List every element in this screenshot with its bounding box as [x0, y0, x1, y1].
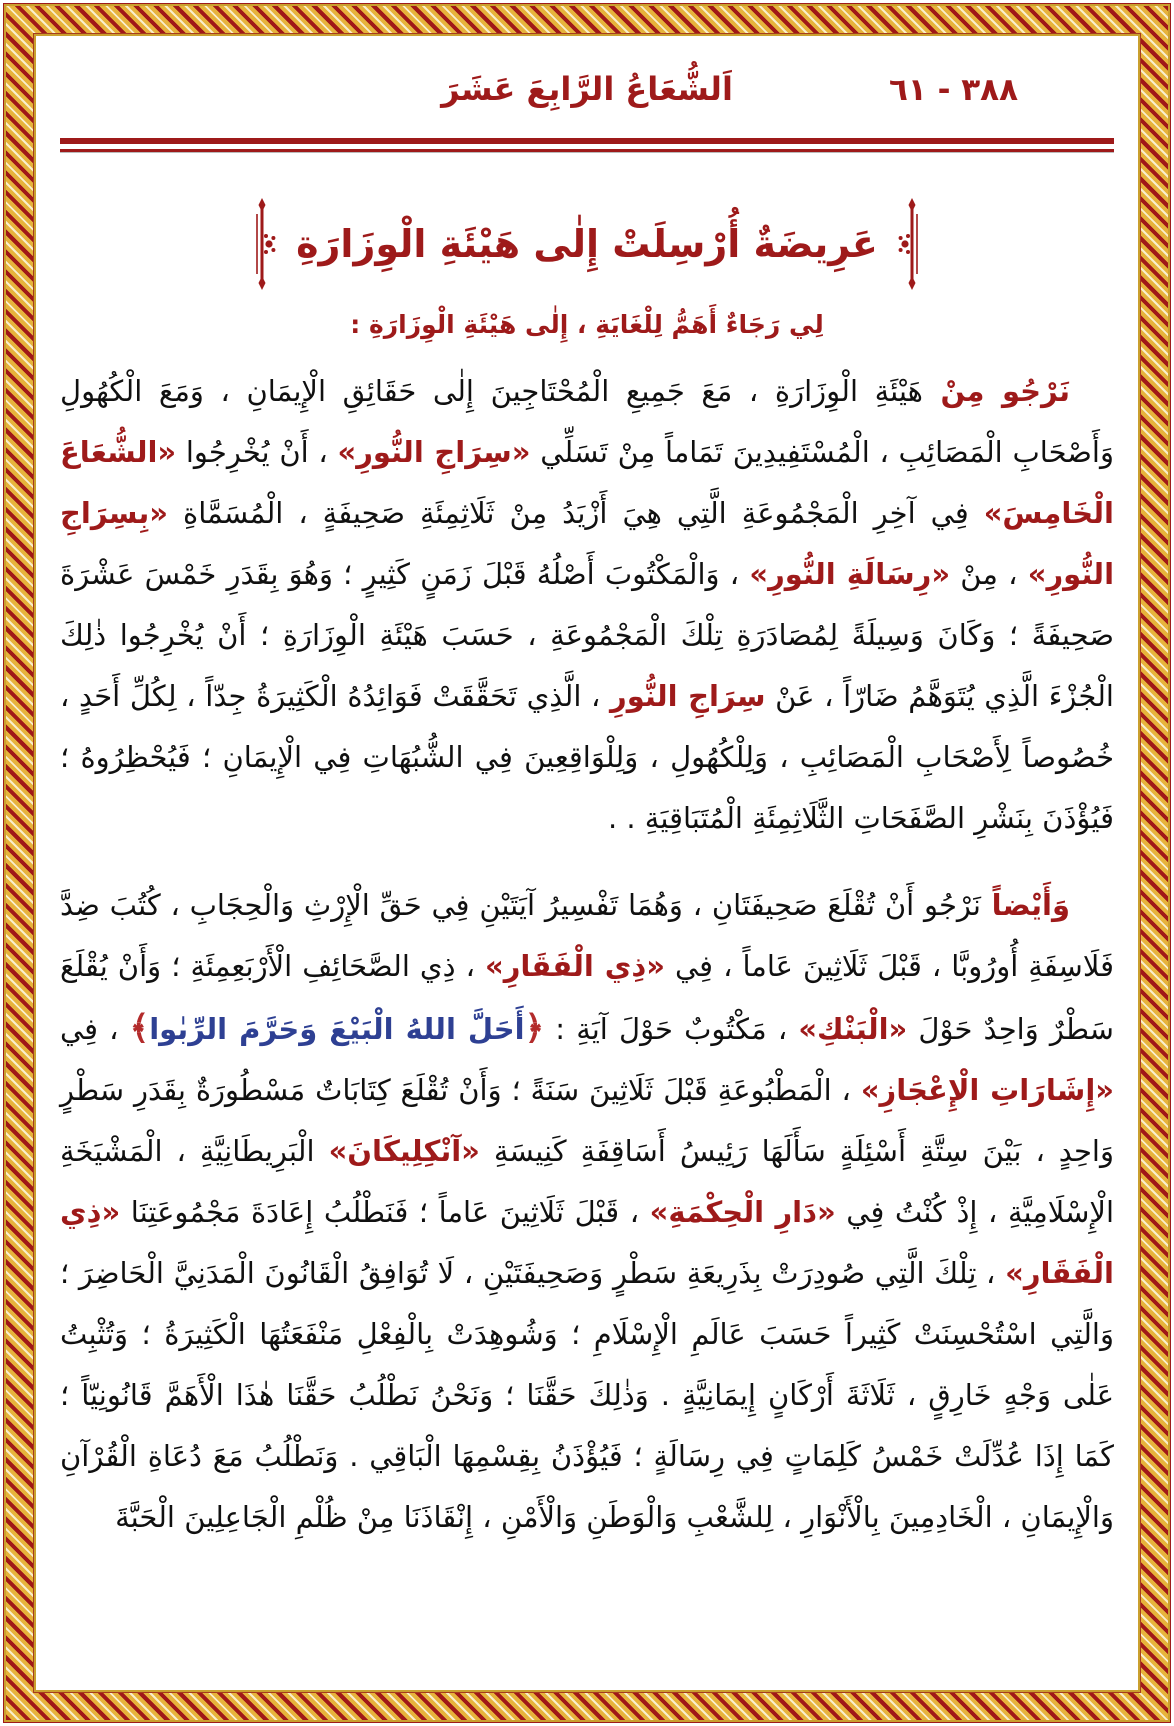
- page-title: اَلشُّعَاعُ الرَّابِعَ عَشَرَ: [441, 70, 733, 108]
- ornamental-bracket-right-icon: [898, 196, 926, 292]
- text-segment: ، تِلْكَ الَّتِي صُودِرَتْ بِذَرِيعَةِ سَطْرٍ وَصَحِيفَتَيْنِ ، لَا تُوَافِقُ الْقَانُونَ الْمَدَنِيَّ الْحَاضِرَ ؛ وَالَّتِي اسْتُحْسِنَتْ كَثِيراً حَسَبَ عَالَمِ الْإِسْلَامِ ؛ وَشُوهِدَتْ بِالْفِعْلِ مَنْفَعَتُهَا الْكَثِيرَةُ ؛ وَتُثْبِتُ عَلٰى وَجْهٍ خَارِقٍ ، ثَلَاثَةَ أَرْكَانٍ إِيمَانِيَّةٍ . وَذٰلِكَ حَقَّنَا ؛ وَنَحْنُ نَطْلُبُ حَقَّنَا هٰذَا الْأَهَمَّ قَانُونِيّاً ؛ كَمَا إِذَا عُدِّلَتْ خَمْسُ كَلِمَاتٍ فِي رِسَالَةٍ ؛ فَيُؤْذَنُ بِقِسْمِهَا الْبَاقِي . وَنَطْلُبُ مَعَ دُعَاةِ الْقُرْآنِ وَالْإِيمَانِ ، الْخَادِمِينَ بِالْأَنْوَارِ ، لِلشَّعْبِ وَالْوَطَنِ وَالْأَمْنِ ، إِنْقَاذَنَا مِنْ ظُلْمِ الْجَاعِلِينَ الْحَبَّةَ: [60, 1256, 1114, 1534]
- page-body: [34, 34, 1140, 1692]
- highlight-red: نَرْجُو مِنْ: [922, 374, 1070, 408]
- text-segment: ، فِي: [60, 1012, 130, 1046]
- book-title: «ذِي الْفَقَارِ»: [484, 949, 665, 983]
- verse-bracket-icon: ﴾: [129, 1008, 150, 1047]
- book-title: «سِرَاجِ النُّورِ»: [337, 435, 531, 469]
- book-title: «رِسَالَةِ النُّورِ»: [749, 557, 951, 591]
- text-segment: ، الَّذِي تَحَقَّقَتْ فَوَائِدُهُ الْكَثِيرَةُ جِدّاً ، لِكُلِّ أَحَدٍ ، خُصُوصاً لِأَصْحَابِ الْمَصَائِبِ ، وَلِلْكُهُولِ ، وَلِلْوَاقِعِينَ فِي الشُّبُهَاتِ فِي الْإِيمَانِ ؛ فَيُحْظِرُوهُ ؛ فَيُؤْذَنَ بِنَشْرِ الصَّفَحَاتِ الثَّلَاثِمِئَةِ الْمُتَبَاقِيَةِ . .: [60, 679, 1114, 835]
- book-title: «إِشَارَاتِ الْإِعْجَازِ»: [860, 1073, 1114, 1107]
- body-paragraphs: [60, 361, 1114, 1548]
- paragraph: [60, 875, 1114, 1548]
- paragraph: [60, 361, 1114, 849]
- ornamental-border: [4, 4, 1170, 1722]
- book-title: «بِسِرَاجِ النُّورِ»: [60, 496, 1115, 591]
- book-title: «دَارِ الْحِكْمَةِ»: [649, 1195, 836, 1229]
- book-title: «آنْكِلِيكَانَ»: [328, 1134, 480, 1168]
- book-title: «ذِي الْفَقَارِ»: [60, 1195, 1114, 1290]
- text-segment: هَيْئَةِ الْوِزَارَةِ ، مَعَ جَمِيعِ الْمُحْتَاجِينَ إِلٰى حَقَائِقِ الْإِيمَانِ ، وَمَعَ الْكُهُولِ وَأَصْحَابِ الْمَصَائِبِ ، الْمُسْتَفِيدِينَ تَمَاماً مِنْ تَسَلِّي: [60, 374, 1114, 469]
- text-segment: الْبَرِيطَانِيَّةِ ، الْمَشْيَخَةِ الْإِسْلَامِيَّةِ ، إِذْ كُنْتُ فِي: [60, 1134, 1114, 1229]
- book-title: «الشُّعَاعَ الْخَامِسَ»: [60, 435, 1114, 530]
- section-heading-text: عَرِيضَةٌ أُرْسِلَتْ إِلٰى هَيْئَةِ الْوِزَارَةِ: [296, 222, 878, 266]
- text-segment: نَرْجُو أَنْ تُقْلَعَ صَحِيفَتَانِ ، وَهُمَا تَفْسِيرُ آيَتَيْنِ فِي حَقِّ الْإِرْثِ وَالْحِجَابِ ، كُتُبَ ضِدَّ فَلَاسِفَةِ أُورُوبَّا ، قَبْلَ ثَلَاثِينَ عَاماً ، فِي: [60, 888, 1114, 983]
- text-segment: ، وَالْمَكْتُوبَ أَصْلُهُ قَبْلَ زَمَنٍ كَثِيرٍ ؛ وَهُوَ بِقَدَرِ خَمْسَ عَشْرَةَ صَحِيفَةً ؛ وَكَانَ وَسِيلَةً لِمُصَادَرَةِ تِلْكَ الْمَجْمُوعَةِ ، حَسَبَ هَيْئَةِ الْوِزَارَةِ ؛ أَنْ يُخْرِجُوا ذٰلِكَ الْجُزْءَ الَّذِي يُتَوَهَّمُ ضَارّاً ، عَنْ: [60, 557, 1114, 713]
- text-segment: ، مَكْتُوبٌ حَوْلَ آيَةِ :: [544, 1012, 799, 1046]
- highlight-red: وَأَيْضاً: [981, 888, 1070, 922]
- ornamental-bracket-left-icon: [248, 196, 276, 292]
- book-title: «الْبَنْكِ»: [798, 1012, 908, 1046]
- text-segment: فِي آخِرِ الْمَجْمُوعَةِ الَّتِي هِيَ أَزْيَدُ مِنْ ثَلَاثِمِئَةِ صَحِيفَةٍ ، الْمُسَمَّاةِ: [168, 496, 984, 530]
- text-segment: ، الْمَطْبُوعَةِ قَبْلَ ثَلَاثِينَ سَنَةً ؛ وَأَنْ تُقْلَعَ كِتَابَاتٌ مَسْطُورَةٌ بِقَدَرِ سَطْرٍ وَاحِدٍ ، بَيْنَ سِتَّةِ أَسْئِلَةٍ سَأَلَهَا رَئِيسُ أَسَاقِفَةِ كَنِيسَةِ: [60, 1073, 1114, 1168]
- book-title: سِرَاجِ النُّورِ: [610, 679, 766, 713]
- text-segment: ، أَنْ يُخْرِجُوا: [176, 435, 338, 469]
- text-segment: ، ذِي الصَّحَائِفِ الْأَرْبَعِمِئَةِ ؛ وَأَنْ يُقْلَعَ سَطْرٌ وَاحِدٌ حَوْلَ: [60, 949, 1114, 1046]
- text-segment: ، مِنْ: [950, 557, 1028, 591]
- quran-verse: أَحَلَّ اللهُ الْبَيْعَ وَحَرَّمَ الرِّبٰوا: [149, 1012, 525, 1046]
- header-divider: [60, 138, 1114, 152]
- page-number: ٣٨٨ - ٦١: [888, 72, 1018, 108]
- section-subtitle: لِي رَجَاءٌ أَهَمُّ لِلْغَايَةِ ، إِلٰى هَيْئَةِ الْوِزَارَةِ :: [350, 310, 824, 339]
- verse-bracket-icon: ﴿: [524, 1008, 545, 1047]
- section-heading: [60, 196, 1114, 292]
- page-header: [60, 70, 1114, 128]
- text-segment: ، قَبْلَ ثَلَاثِينَ عَاماً ؛ فَنَطْلُبُ إِعَادَةَ مَجْمُوعَتِنَا: [120, 1195, 650, 1229]
